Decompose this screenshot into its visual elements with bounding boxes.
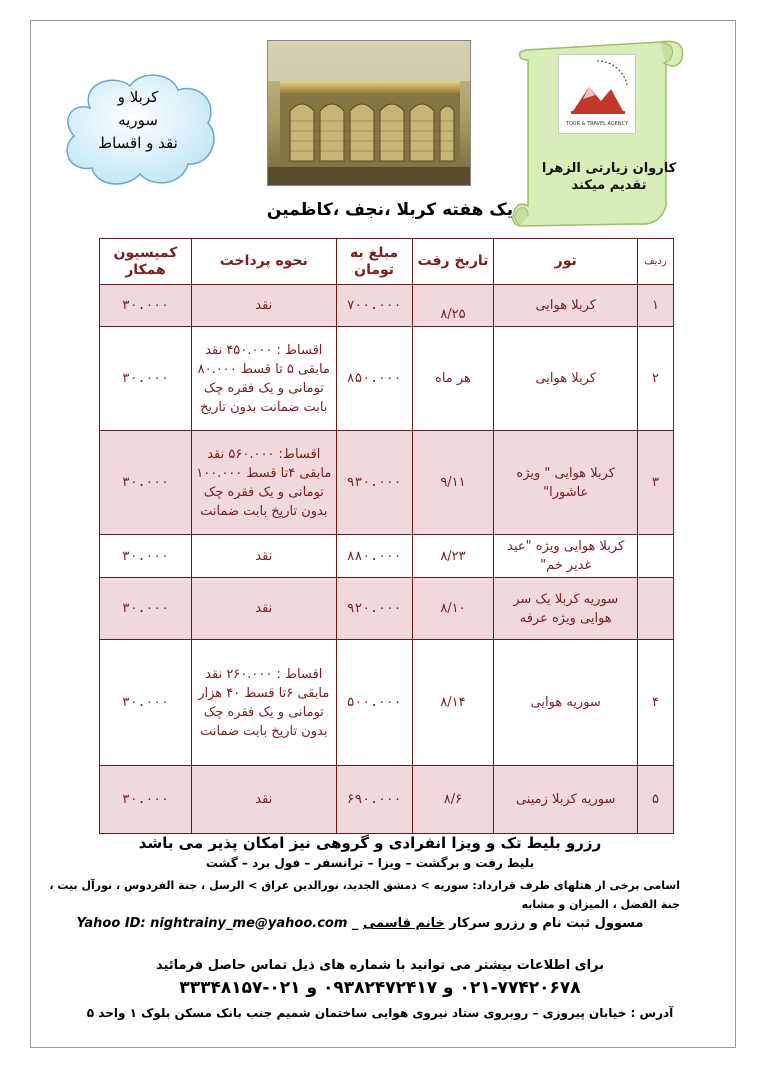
tours-table (99, 238, 674, 834)
table-row (100, 285, 674, 327)
row-commission: ۳۰.۰۰۰ (100, 431, 192, 535)
table-row (100, 327, 674, 431)
row-radif: ۳ (638, 431, 674, 535)
scroll-text (534, 160, 684, 194)
page-headline: یک هفته کربلا ،نجف ،کاظمین (266, 200, 514, 220)
row-date: ۸/۲۳ (412, 535, 494, 578)
row-price: ۸۸۰.۰۰۰ (336, 535, 412, 578)
shrine-photo (267, 40, 471, 186)
row-payment: اقساط : ۴۵۰.۰۰۰ نقد مابقی ۵ تا قسط ۸۰.۰۰۰ تومانی و یک فقره چک بابت ضمانت بدون تاریخ (191, 327, 336, 431)
contact-intro: برای اطلاعات بیشتر می توانید با شماره های ذیل تماس حاصل فرمائید (155, 958, 605, 973)
row-date: ۸/۱۴ (412, 640, 494, 766)
row-date: هر ماه (412, 327, 494, 431)
agency-logo (558, 54, 636, 134)
row-price: ۵۰۰.۰۰۰ (336, 640, 412, 766)
cloud-line-1: کربلا و (117, 88, 159, 106)
row-payment: نقد (191, 535, 336, 578)
row-date: ۹/۱۱ (412, 431, 494, 535)
row-price: ۹۲۰.۰۰۰ (336, 578, 412, 640)
caravan-name: کاروان زیارتی الزهرا (541, 161, 677, 176)
row-payment: نقد (191, 766, 336, 834)
responsible-name: خانم قاسمی (362, 916, 445, 931)
cloud-callout (60, 68, 220, 198)
header-tour: تور (494, 239, 638, 285)
cloud-line-2: سوریه (118, 111, 158, 129)
row-payment: نقد (191, 285, 336, 327)
row-radif: ۵ (638, 766, 674, 834)
address: آدرس : خیابان پیروزی – روبروی ستاد نیروی هوایی ساختمان شمیم جنب بانک مسکن بلوک ۱ واحد ۵ (86, 1006, 674, 1020)
table-header-row (100, 239, 674, 285)
phone-numbers[interactable]: ۰۲۱-۷۷۴۲۰۶۷۸ و ۰۹۳۸۲۴۷۲۴۱۷ و ۰۲۱-۳۳۳۴۸۱۵۷ (179, 978, 581, 998)
row-commission: ۳۰.۰۰۰ (100, 766, 192, 834)
row-tour: سوریه کربلا زمینی (494, 766, 638, 834)
row-date: ۸/۲۵ (412, 285, 494, 327)
header-price: مبلغ به تومان (336, 239, 412, 285)
row-date: ۸/۶ (412, 766, 494, 834)
row-price: ۸۵۰.۰۰۰ (336, 327, 412, 431)
row-radif: ۱ (638, 285, 674, 327)
presents-text: تقدیم میکند (571, 178, 647, 193)
row-price: ۹۳۰.۰۰۰ (336, 431, 412, 535)
logo-caption: TOUR & TRAVEL AGENCY (565, 121, 629, 127)
header-payment: نحوه پرداخت (191, 239, 336, 285)
row-commission: ۳۰.۰۰۰ (100, 578, 192, 640)
row-tour: سوریه کربلا یک سر هوایی ویژه عرفه (494, 578, 638, 640)
responsible-prefix: مسوول ثبت نام و رزرو سرکار (449, 916, 644, 931)
header-radif: ردیف (638, 239, 674, 285)
table-row (100, 578, 674, 640)
table-row (100, 535, 674, 578)
row-radif: ۲ (638, 327, 674, 431)
row-tour: کربلا هوایی ویژه "عید غدیر خم" (494, 535, 638, 578)
table-row (100, 766, 674, 834)
registration-contact: مسوول ثبت نام و رزرو سرکار خانم قاسمی _ Yahoo ID: nightrainy_me@yahoo.com (76, 916, 644, 931)
table-row (100, 431, 674, 535)
row-payment: اقساط: ۵۶۰.۰۰۰ نقد مابقی ۴تا قسط ۱۰۰.۰۰۰ تومانی و یک فقره چک بدون تاریخ بابت ضمانت (191, 431, 336, 535)
cloud-text (78, 86, 198, 155)
row-tour: سوریه هوایی (494, 640, 638, 766)
row-commission: ۳۰.۰۰۰ (100, 285, 192, 327)
row-tour: کربلا هوایی (494, 327, 638, 431)
row-radif (638, 535, 674, 578)
row-commission: ۳۰.۰۰۰ (100, 327, 192, 431)
row-commission: ۳۰.۰۰۰ (100, 535, 192, 578)
row-payment: نقد (191, 578, 336, 640)
row-tour: کربلا هوایی " ویژه عاشورا" (494, 431, 638, 535)
row-radif (638, 578, 674, 640)
header-commission: کمیسیون همکار (100, 239, 192, 285)
cloud-line-3: نقد و اقساط (98, 134, 178, 152)
hotels-list: اسامی برخی از هتلهای طرف قرارداد: سوریه > دمشق الجدید، نورالدین عراق > الرسل ، جنة الفردوس ، نورآل بیت ، جنة الفضل ، المیزان و مشابه (49, 879, 680, 911)
table-row (100, 640, 674, 766)
row-price: ۷۰۰.۰۰۰ (336, 285, 412, 327)
row-date: ۸/۱۰ (412, 578, 494, 640)
row-tour: کربلا هوایی (494, 285, 638, 327)
row-price: ۶۹۰.۰۰۰ (336, 766, 412, 834)
yahoo-id-link[interactable]: Yahoo ID: nightrainy_me@yahoo.com (76, 916, 348, 931)
row-payment: اقساط : ۲۶۰.۰۰۰ نقد مابقی ۶تا قسط ۴۰ هزار تومانی و یک فقره چک بدون تاریخ بابت ضمانت (191, 640, 336, 766)
header-date: تاریخ رفت (412, 239, 494, 285)
reservation-note: رزرو بلیط تک و ویزا انفرادی و گروهی نیز امکان پذیر می باشد (138, 834, 602, 852)
row-commission: ۳۰.۰۰۰ (100, 640, 192, 766)
row-radif: ۴ (638, 640, 674, 766)
services-list: بلیط رفت و برگشت – ویزا – ترانسفر – فول برد – گشت (205, 856, 535, 870)
